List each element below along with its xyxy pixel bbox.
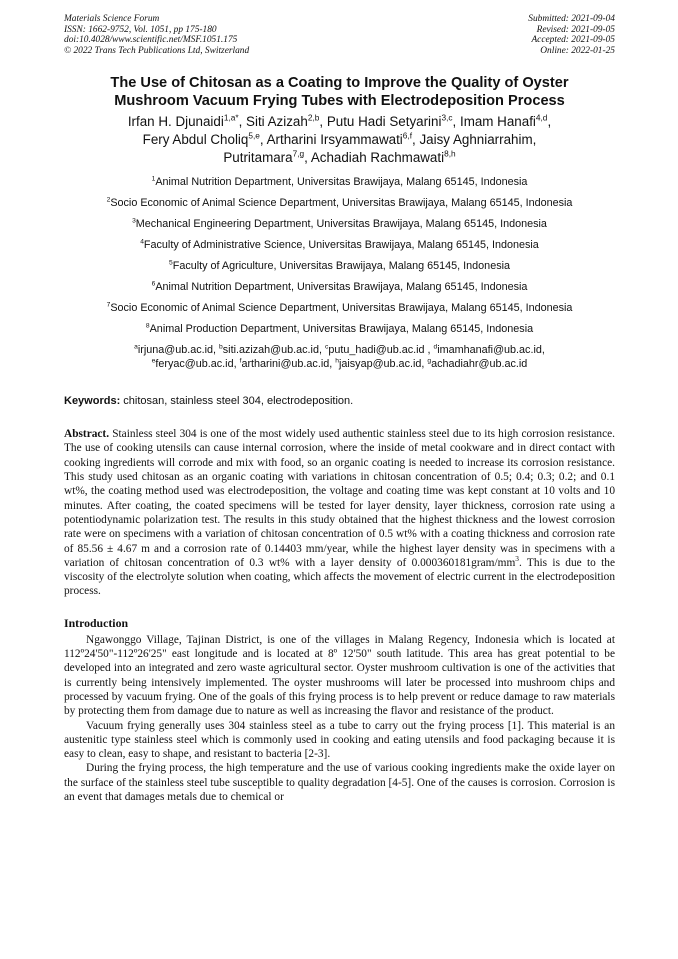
author-name: Putu Hadi Setyarini <box>326 114 442 130</box>
date-online: Online: 2022-01-25 <box>540 45 615 56</box>
email-separator: , <box>233 358 240 371</box>
journal-info <box>64 14 249 56</box>
author-name: Artharini Irsyammawati <box>266 131 403 147</box>
affiliation <box>64 319 615 340</box>
date-accepted: Accepted: 2021-09-05 <box>531 35 615 46</box>
author-affiliation-mark: 4,d <box>535 112 548 123</box>
affiliation-text: Socio Economic of Animal Science Department, Universitas Brawijaya, Malang 65145, Indonesia <box>110 197 573 210</box>
affiliation-text: Animal Nutrition Department, Universitas Brawijaya, Malang 65145, Indonesia <box>155 281 528 294</box>
abstract-label: Abstract. <box>64 428 110 441</box>
author-name: Siti Azizah <box>246 114 308 130</box>
email-mark: a <box>134 343 138 351</box>
email-address[interactable]: artharini@ub.ac.id <box>241 358 330 371</box>
author-affiliation-mark: 3,c <box>441 112 453 123</box>
author-separator: , <box>304 149 311 165</box>
date-submitted: Submitted: 2021-09-04 <box>528 14 615 24</box>
keywords-text: chitosan, stainless steel 304, electrodeposition. <box>120 395 354 408</box>
journal-issn: ISSN: 1662-9752, Vol. 1051, pp 175-180 <box>64 24 217 35</box>
email-mark: d <box>433 343 438 351</box>
affiliation-text: Animal Nutrition Department, Universitas Brawijaya, Malang 65145, Indonesia <box>155 176 528 189</box>
author-name: Imam Hanafi <box>459 114 536 130</box>
affiliation-text: Socio Economic of Animal Science Department, Universitas Brawijaya, Malang 65145, Indonesia <box>110 302 573 315</box>
email-address[interactable]: irjuna@ub.ac.id <box>137 344 214 357</box>
submission-dates <box>528 14 615 56</box>
author-line <box>64 149 615 167</box>
email-separator: , <box>318 344 325 357</box>
affiliation-number: 7 <box>106 301 111 309</box>
section-heading-introduction: Introduction <box>64 615 129 630</box>
author-affiliation-mark: 1,a* <box>223 112 239 123</box>
affiliation-text: Faculty of Administrative Science, Universitas Brawijaya, Malang 65145, Indonesia <box>143 239 539 252</box>
author-affiliation-mark: 5,e <box>248 130 260 141</box>
body-paragraph: Vacuum frying generally uses 304 stainless steel as a tube to carry out the frying process [1]. This material is an austenitic type stainless steel which is commonly used in cooking and eating utensils and food packaging because it is easy to clean, easy to shape, and resistant to bacteria [2-3]. <box>64 719 615 761</box>
email-address[interactable]: siti.azizah@ub.ac.id <box>222 344 319 357</box>
affiliation-number: 1 <box>151 175 156 183</box>
affiliation <box>64 235 615 256</box>
author-name: Putritamara <box>223 149 293 165</box>
body-paragraph: During the frying process, the high temperature and the use of various cooking ingredients make the oxide layer on the surface of the stainless steel tube susceptible to quality degradation [4-5]. One of the causes is corrosion. Corrosion is an event that damages metals due to chemical or <box>64 762 615 803</box>
affiliation-list <box>64 172 615 340</box>
author-separator: , <box>238 114 247 130</box>
email-mark: e <box>151 357 156 365</box>
email-line <box>64 343 615 357</box>
journal-copyright: © 2022 Trans Tech Publications Ltd, Switzerland <box>64 45 250 56</box>
affiliation-text: Faculty of Agriculture, Universitas Brawijaya, Malang 65145, Indonesia <box>172 260 510 273</box>
author-name: Jaisy Aghniarrahim <box>419 131 533 147</box>
author-line <box>64 113 615 131</box>
affiliation-number: 4 <box>140 238 144 246</box>
author-affiliation-mark: 2,b <box>307 112 320 123</box>
email-separator: , <box>424 344 434 357</box>
date-revised: Revised: 2021-09-05 <box>536 24 615 35</box>
abstract <box>64 427 615 599</box>
email-mark: b <box>219 343 223 351</box>
abstract-text: Stainless steel 304 is one of the most widely used authentic stainless steel due to its high corrosion resistance. The use of cooking utensils can cause internal corrosion, where the inside of metal cookware and in direct contact with cooking ingredients will corrode and mix with food, so an organic coating is needed to increase its corrosion resistance. This study used chitosan as an organic coating with variations in chitosan concentration of 0.5; 0.4; 0.3; 0.2; and 0.1 wt%, the coating method used was electrodeposition, the voltage and coating time was kept constant at 10 volts and 10 minutes. After coating, the coated specimens will be tested for layer density, layer thickness, corrosion rate using a potentiodynamic polarization test. The results in this study obtained that the highest thickness and the lowest corrosion rate were on specimens with a variation of chitosan concentration of 0.5 wt% with a coating thickness and corrosion rate of 85.56 ± 4.67 m and a corrosion rate of 0.14403 mm/year, while the highest layer density was in specimens with a variation of chitosan concentration of 0.3 wt% with a layer density of 0.000360181gram/mm <box>64 428 615 569</box>
affiliation-number: 3 <box>132 217 136 225</box>
email-separator: , <box>421 358 428 371</box>
author-line <box>64 131 615 149</box>
author-name: Irfan H. Djunaidi <box>127 114 224 130</box>
abstract-superscript: 3 <box>515 554 519 564</box>
paper-title <box>64 74 615 110</box>
email-address[interactable]: putu_hadi@ub.ac.id <box>328 344 425 357</box>
affiliation-text: Mechanical Engineering Department, Universitas Brawijaya, Malang 65145, Indonesia <box>135 218 547 231</box>
affiliation-number: 2 <box>106 196 111 204</box>
title-line: The Use of Chitosan as a Coating to Improve the Quality of Oyster <box>110 75 569 92</box>
affiliation-text: Animal Production Department, Universitas Brawijaya, Malang 65145, Indonesia <box>149 323 534 336</box>
affiliation <box>64 172 615 193</box>
affiliation-number: 8 <box>145 322 150 330</box>
author-separator: , <box>547 114 552 130</box>
journal-doi: doi:10.4028/www.scientific.net/MSF.1051.175 <box>64 35 238 46</box>
author-separator: , <box>452 114 460 130</box>
affiliation-number: 6 <box>151 280 156 288</box>
journal-header <box>64 14 615 56</box>
affiliation-number: 5 <box>168 259 173 267</box>
author-name: Fery Abdul Choliq <box>142 131 249 147</box>
keywords <box>64 394 615 408</box>
email-address[interactable]: jaisyap@ub.ac.id <box>338 358 422 371</box>
author-affiliation-mark: 6,f <box>402 130 413 141</box>
title-line: Mushroom Vacuum Frying Tubes with Electrodeposition Process <box>114 93 565 110</box>
email-mark: h <box>335 357 339 365</box>
body-paragraph: Ngawonggo Village, Tajinan District, is one of the villages in Malang Regency, Indonesia which is located at 112º24'50"-112º26'25" east longitude and is located at 8º 12'50" south latitude. This area has great potential to be developed into an integrated and zero waste agricultural sector. Oyster mushroom cultivation is one of the activities that is currently being intensively implemented. The oyster mushrooms will later be processed into mushroom chips and processed by vacuum frying. One of the goals of this frying process is to help prevent or reduce damage to raw materials by protecting them from damage due to nature as well as increasing the flavor and resistance of the product. <box>64 633 615 718</box>
author-affiliation-mark: 7,g <box>292 148 305 159</box>
email-mark: g <box>427 357 432 365</box>
affiliation <box>64 298 615 319</box>
author-separator: , <box>412 131 420 147</box>
author-separator: , <box>259 131 267 147</box>
author-separator: , <box>319 114 327 130</box>
email-line <box>64 357 615 371</box>
email-mark: c <box>324 343 329 351</box>
journal-name: Materials Science Forum <box>64 14 160 24</box>
author-name: Achadiah Rachmawati <box>310 149 445 165</box>
keywords-label: Keywords: <box>64 395 121 408</box>
affiliation <box>64 256 615 277</box>
email-separator: , <box>541 344 545 357</box>
email-address[interactable]: achadiahr@ub.ac.id <box>431 358 528 371</box>
affiliation <box>64 214 615 235</box>
affiliation <box>64 193 615 214</box>
abstract-text-tail: . This is due to the viscosity of the electrolyte solution when coating, which affects the movement of electric current in the electrodeposition process. <box>64 556 615 598</box>
email-address[interactable]: feryac@ub.ac.id <box>155 358 234 371</box>
affiliation <box>64 277 615 298</box>
author-emails <box>64 343 615 371</box>
author-list <box>64 113 615 166</box>
author-affiliation-mark: 8,h <box>444 148 456 159</box>
email-separator: , <box>213 344 220 357</box>
author-separator: , <box>532 131 537 147</box>
email-separator: , <box>329 358 336 371</box>
email-address[interactable]: imamhanafi@ub.ac.id <box>437 344 542 357</box>
email-mark: f <box>239 357 242 365</box>
